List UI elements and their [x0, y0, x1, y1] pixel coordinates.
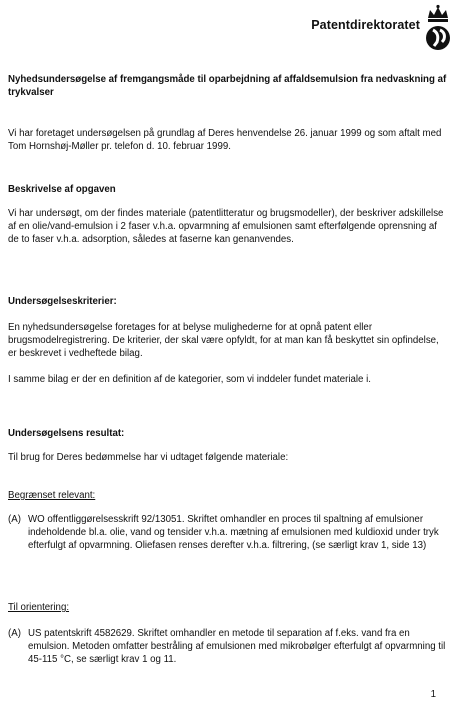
- criteria-paragraph-2: I samme bilag er der en definition af de kategorier, som vi inddeler fundet materiale i.: [8, 374, 371, 385]
- page-number: 1: [430, 689, 436, 700]
- item-marker: (A): [8, 514, 21, 525]
- intro-paragraph: Vi har foretaget undersøgelsen på grundlag af Deres henvendelse 26. januar 1999 og som aftalt med Tom Hornshøj-Møller pr. telefon d. 10. februar 1999.: [8, 128, 442, 152]
- item-text: WO offentliggørelsesskrift 92/13051. Skriftet omhandler en proces til spaltning af emulsioner indeholdende bl.a. olie, vand og tensider v.h.a. mætning af emulsionen med kuldioxid under tryk efterfulgt af opvarmning. Oliefasen renses derefter v.h.a. filtrering, (se særligt krav 1, side 13): [28, 514, 439, 551]
- document-title: Nyhedsundersøgelse af fremgangsmåde til oparbejdning af affaldsemulsion fra nedvaskning af trykvalser: [8, 74, 447, 98]
- task-body: Vi har undersøgt, om der findes materiale (patentlitteratur og brugsmodeller), der beskriver adskillelse af en olie/vand-emulsion i 2 faser v.h.a. opvarmning af emulsionen samt efterfølgende oprensning af de to faser v.h.a. adsorption, således at faserne kan genanvendes.: [8, 208, 444, 245]
- section-label-for-information: Til orientering:: [8, 602, 70, 613]
- crown-logo-icon: [424, 4, 452, 52]
- organization-name: Patentdirektoratet: [311, 18, 420, 32]
- section-label-limited-relevance: Begrænset relevant:: [8, 490, 96, 501]
- criteria-paragraph-1: En nyhedsundersøgelse foretages for at belyse mulighederne for at opnå patent eller brugsmodelregistrering. De kriterier, der skal være opfyldt, for at man kan få beskyttet sin opfindelse, er beskrevet i vedheftede bilag.: [8, 322, 439, 359]
- task-heading: Beskrivelse af opgaven: [8, 184, 116, 195]
- item-marker: (A): [8, 628, 21, 639]
- results-intro: Til brug for Deres bedømmelse har vi udtaget følgende materiale:: [8, 452, 289, 463]
- item-text: US patentskrift 4582629. Skriftet omhandler en metode til separation af f.eks. vand fra en emulsion. Metoden omfatter bestråling af emulsionen med mikrobølger efterfulgt af opvarmning til 45-115 °C, se særligt krav 1 og 11.: [28, 628, 446, 665]
- results-heading: Undersøgelsens resultat:: [8, 428, 125, 439]
- criteria-heading: Undersøgelseskriterier:: [8, 296, 117, 307]
